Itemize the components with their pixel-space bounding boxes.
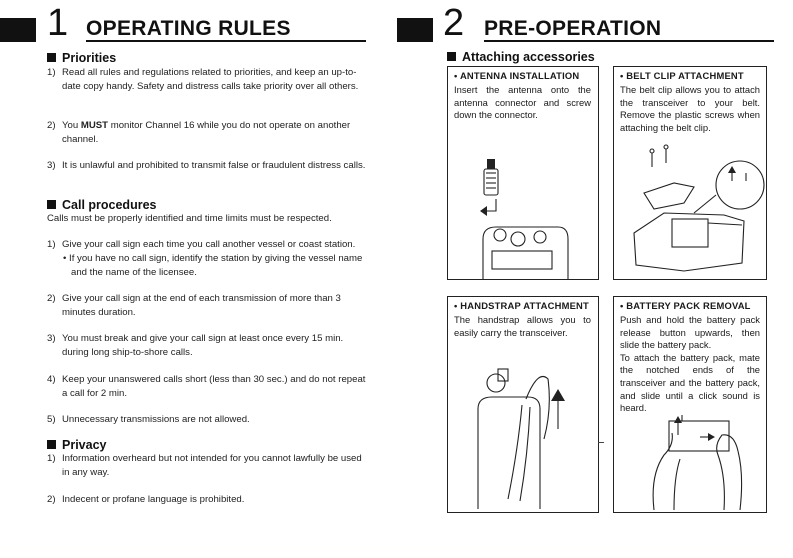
chapter-number: 1 (47, 2, 69, 44)
panel-text: Push and hold the battery pack release button upwards, then slide the battery pack. To attach the battery pack, mate the notched ends of the transceiver and the battery pack, and slide until a click sound is heard. (620, 314, 760, 414)
panel-text: Insert the antenna onto the antenna connector and screw down the connector. (454, 84, 591, 121)
section-heading-priorities: Priorities (47, 51, 116, 65)
section-square-icon (47, 200, 56, 209)
list-item: 2) Indecent or profane language is prohibited. (47, 494, 245, 505)
section-heading-privacy: Privacy (47, 438, 106, 452)
belt-clip-attachment-panel (613, 66, 767, 280)
chapter-title: OPERATING RULES (86, 17, 291, 40)
antenna-illustration (448, 139, 598, 279)
battery-pack-removal-panel (613, 296, 767, 513)
list-item: 1) Information overheard but not intended for you cannot lawfully be used in any way. (47, 453, 362, 478)
chapter-title: PRE-OPERATION (484, 17, 662, 40)
chapter-tab-marker (397, 18, 433, 42)
list-item: 3) It is unlawful and prohibited to transmit false or fraudulent distress calls. (47, 160, 366, 171)
list-item: 2) You MUST monitor Channel 16 while you do not operate on another channel. (47, 120, 351, 145)
panel-title: • ANTENNA INSTALLATION (454, 70, 580, 81)
chapter-number: 2 (443, 2, 465, 44)
list-item: 3) You must break and give your call sign at least once every 15 min. during long ship-to-shore calls. (47, 333, 344, 358)
panel-text: The belt clip allows you to attach the transceiver to your belt. Remove the plastic screws when attaching the belt clip. (620, 84, 760, 133)
belt-clip-illustration (614, 133, 766, 278)
chapter-title-rule (484, 40, 774, 42)
section-square-icon (47, 440, 56, 449)
panel-title: • BELT CLIP ATTACHMENT (620, 70, 744, 81)
chapter-tab-marker (0, 18, 36, 42)
list-item: 5) Unnecessary transmissions are not allowed. (47, 414, 250, 425)
scan-mark (598, 442, 604, 443)
section-heading-call-procedures: Call procedures (47, 198, 156, 212)
panel-title: • BATTERY PACK REMOVAL (620, 300, 751, 311)
handstrap-illustration (448, 359, 598, 509)
list-item: 1) Read all rules and regulations related to priorities, and keep an up-to-date copy handy. Safety and distress calls take priority over all others. (47, 67, 359, 92)
section-square-icon (47, 53, 56, 62)
section-intro: Calls must be properly identified and time limits must be respected. (47, 213, 332, 224)
panel-text: The handstrap allows you to easily carry the transceiver. (454, 314, 591, 338)
list-item: 2) Give your call sign at the end of each transmission of more than 3 minutes duration. (47, 293, 341, 318)
list-item: 4) Keep your unanswered calls short (less than 30 sec.) and do not repeat a call for 2 min. (47, 374, 366, 399)
handstrap-attachment-panel (447, 296, 599, 513)
chapter-title-rule (86, 40, 366, 42)
panel-title: • HANDSTRAP ATTACHMENT (454, 300, 589, 311)
list-item: 1) Give your call sign each time you call another vessel or coast station. • If you have no call sign, identify the station by giving the vessel name and the name of the licensee. (47, 239, 363, 278)
section-square-icon (447, 52, 456, 61)
section-heading-attaching-accessories: Attaching accessories (447, 50, 595, 64)
antenna-installation-panel (447, 66, 599, 280)
battery-removal-illustration (614, 415, 766, 510)
